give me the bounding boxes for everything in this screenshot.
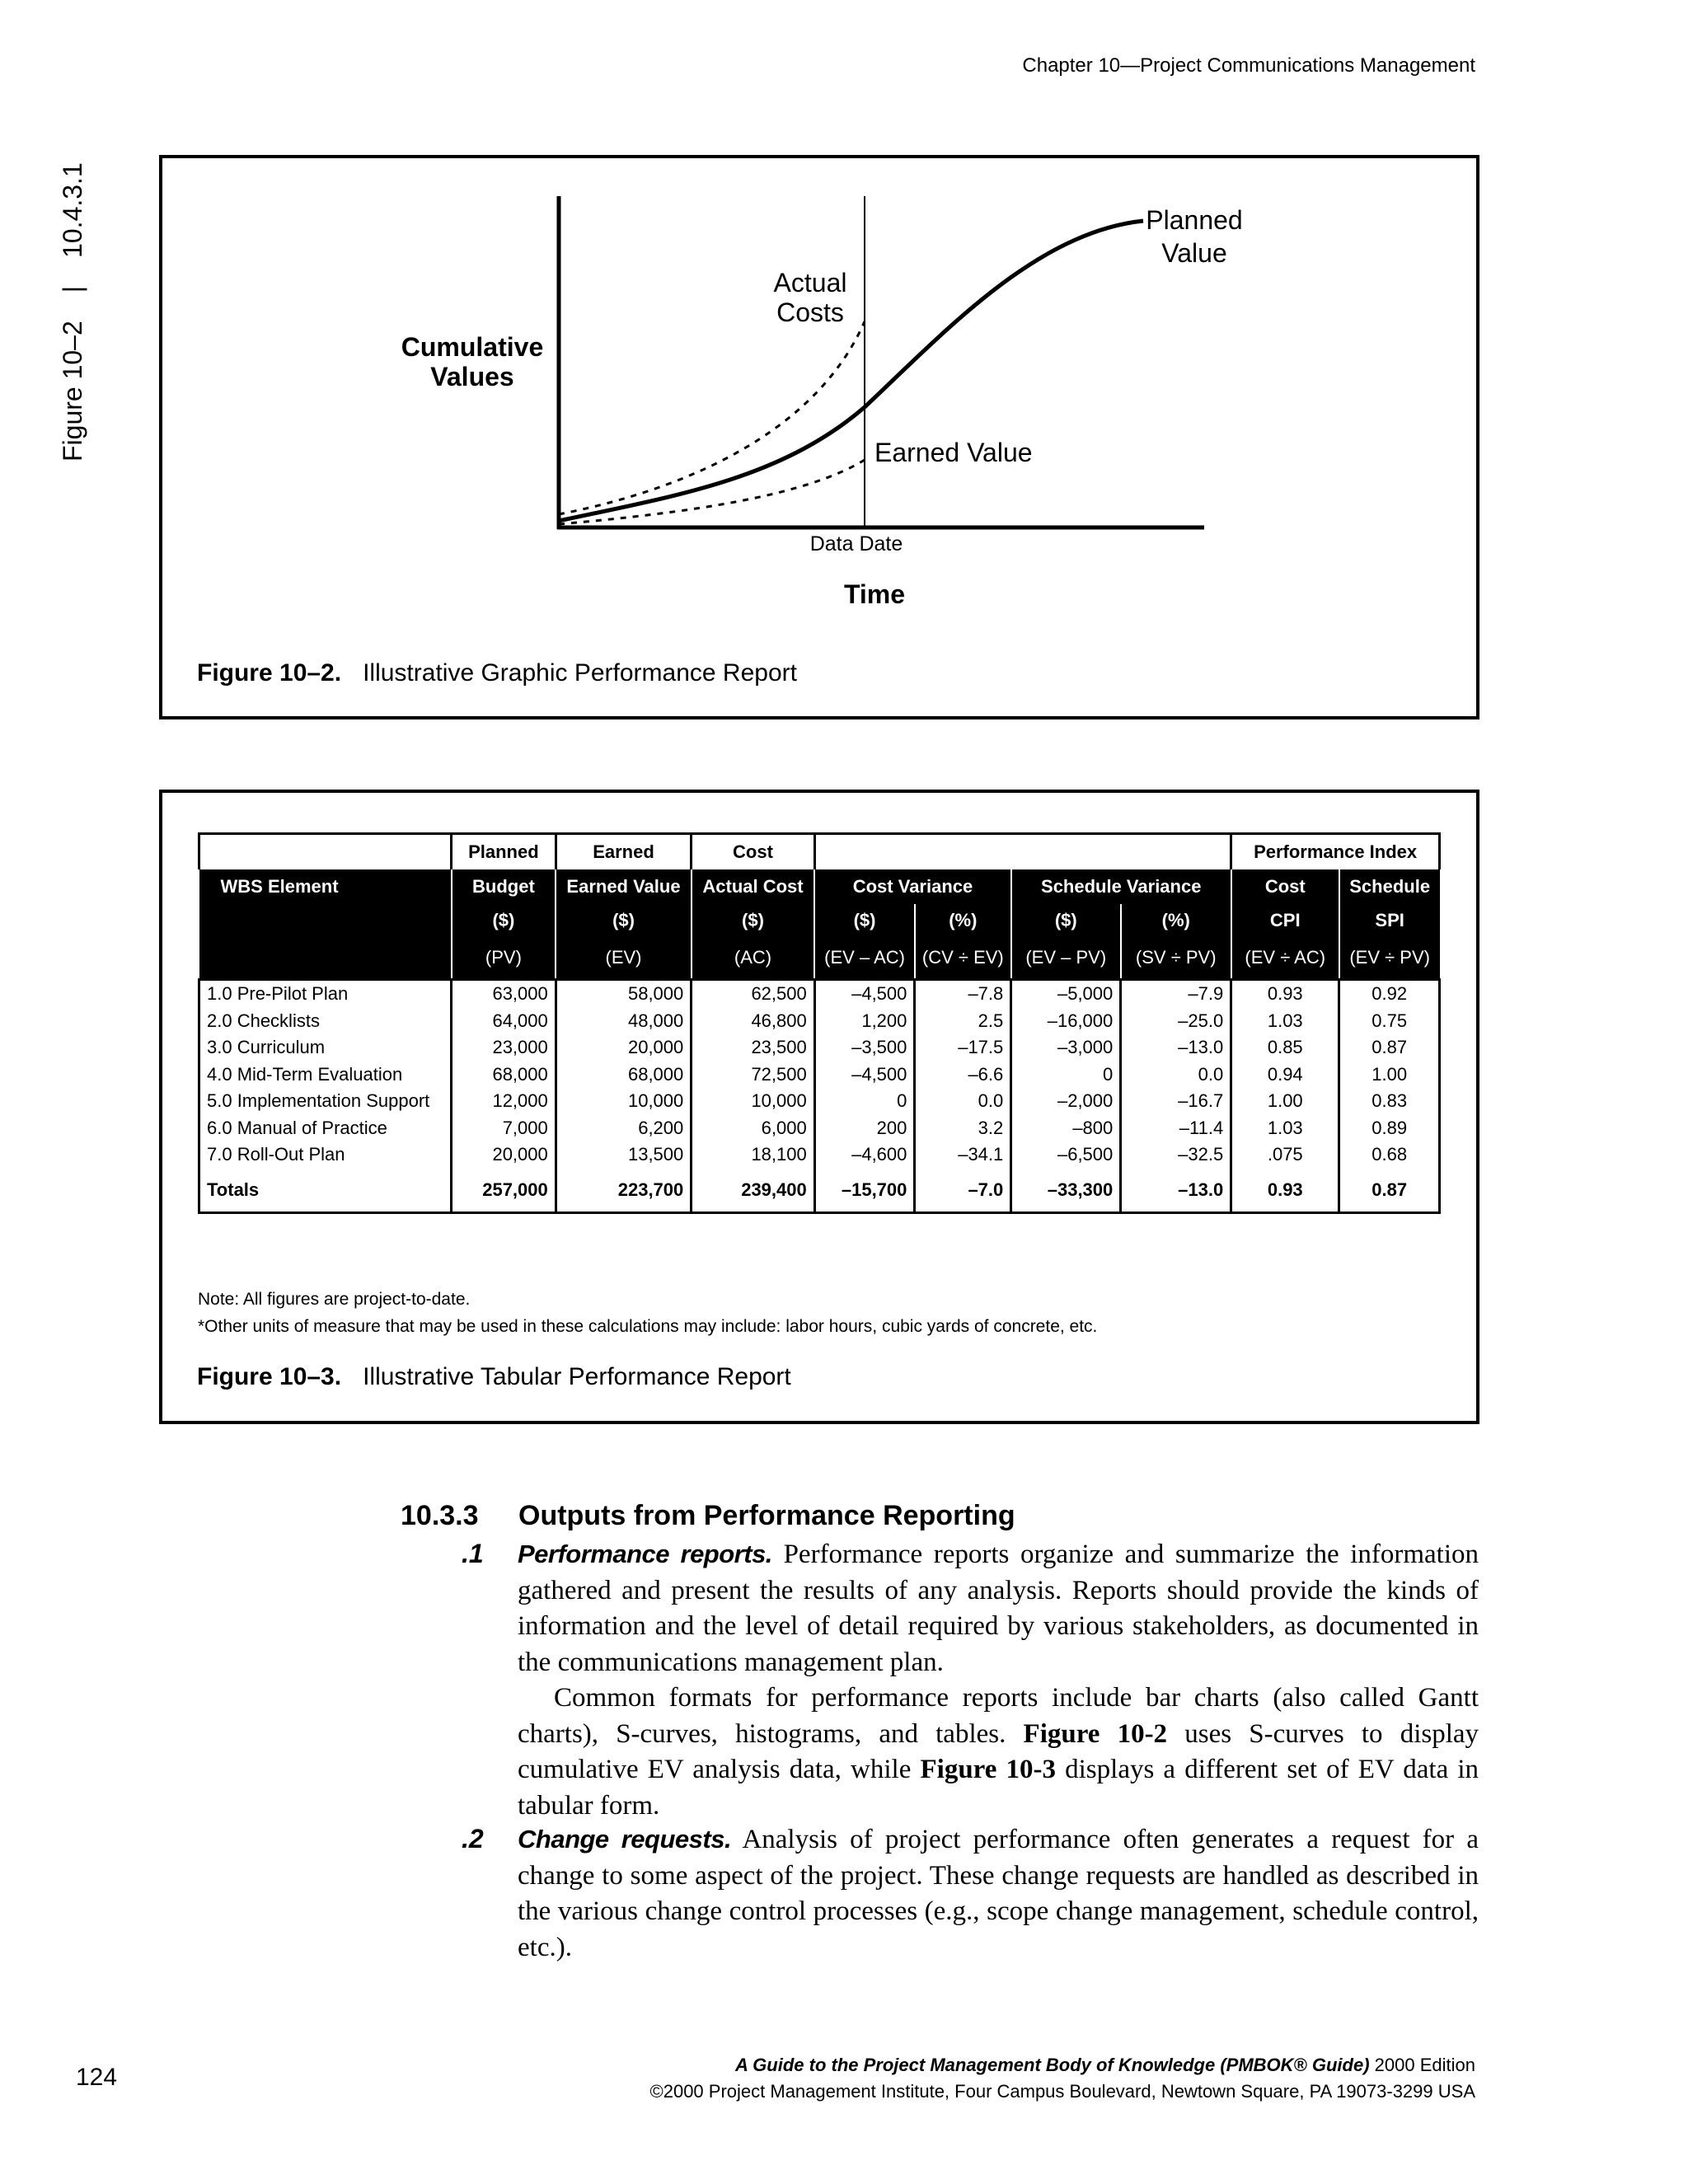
paragraph-change-requests <box>518 1821 1479 1966</box>
table-cell: 58,000 <box>556 980 692 1008</box>
section-heading <box>401 1500 1015 1532</box>
header-cpi-formula: (EV ÷ AC) <box>1231 937 1339 980</box>
table-cell: –16.7 <box>1121 1088 1231 1115</box>
table-cell: 18,100 <box>692 1141 814 1169</box>
ac-label-line2: Costs <box>776 298 844 327</box>
figure-10-3-caption <box>197 1363 791 1391</box>
table-cell: 1,200 <box>814 1008 915 1035</box>
paragraph-text: Performance reports organize and summarize the information gathered and present the results of any analysis. Reports should provide the kinds of information and the level of detail required by various stakeholders, as documented in the communications management plan. <box>518 1540 1479 1677</box>
table-cell: 46,800 <box>692 1008 814 1035</box>
header-sv-dollar-formula: (EV – PV) <box>1011 937 1121 980</box>
footer <box>650 2052 1475 2105</box>
paragraph-text: Common formats for performance reports include bar charts (also called Gantt charts), S-curves, histograms, and tables. <box>518 1683 1479 1749</box>
figure-10-2 <box>159 155 1479 719</box>
header-ac-formula: (AC) <box>692 937 814 980</box>
table-cell: 0.94 <box>1231 1062 1339 1089</box>
totals-cell: –33,300 <box>1011 1169 1121 1213</box>
data-date-label: Data Date <box>809 532 903 555</box>
table-cell: 0.0 <box>1121 1062 1231 1089</box>
table-cell: 0.0 <box>915 1088 1011 1115</box>
table-cell: 20,000 <box>556 1034 692 1062</box>
caption-text: Illustrative Graphic Performance Report <box>363 659 797 687</box>
table-cell: –800 <box>1011 1115 1121 1142</box>
table-cell: 0.93 <box>1231 980 1339 1008</box>
table-cell: –3,000 <box>1011 1034 1121 1062</box>
header-actual-cost: Actual Cost <box>692 869 814 904</box>
x-axis-label: Time <box>843 579 906 609</box>
table-cell: –5,000 <box>1011 980 1121 1008</box>
header-budget: Budget <box>452 869 556 904</box>
item-number: .1 <box>462 1539 484 1568</box>
table-cell: –2,000 <box>1011 1088 1121 1115</box>
table-cell: 0 <box>814 1088 915 1115</box>
ev-label: Earned Value <box>874 438 1033 467</box>
side-tab <box>58 134 88 462</box>
table-cell: 13,500 <box>556 1141 692 1169</box>
totals-row <box>199 1169 1440 1213</box>
table-cell: 3.2 <box>915 1115 1011 1142</box>
figure-reference: Figure 10-2 <box>1023 1718 1168 1749</box>
totals-cell: 257,000 <box>452 1169 556 1213</box>
table-cell: 20,000 <box>452 1141 556 1169</box>
planned-value-curve <box>559 221 1143 521</box>
table-cell: 23,000 <box>452 1034 556 1062</box>
table-cell: 0.75 <box>1339 1008 1440 1035</box>
header-cv-percent-formula: (CV ÷ EV) <box>915 937 1011 980</box>
totals-cell: 239,400 <box>692 1169 814 1213</box>
section-title: Outputs from Performance Reporting <box>518 1500 1015 1531</box>
table-row <box>199 1008 1440 1035</box>
totals-cell: –13.0 <box>1121 1169 1231 1213</box>
header-cv-percent: (%) <box>915 904 1011 937</box>
header-cost-variance: Cost Variance <box>814 869 1011 904</box>
table-cell: –34.1 <box>915 1141 1011 1169</box>
paragraph-performance-reports <box>518 1536 1479 1680</box>
earned-value-curve <box>559 460 865 524</box>
header-spi-formula: (EV ÷ PV) <box>1339 937 1440 980</box>
totals-cell: –7.0 <box>915 1169 1011 1213</box>
totals-cell: 223,700 <box>556 1169 692 1213</box>
header-ac-unit: ($) <box>692 904 814 937</box>
table-cell: 64,000 <box>452 1008 556 1035</box>
table-cell: –6.6 <box>915 1062 1011 1089</box>
table-row <box>199 1115 1440 1142</box>
header-planned: Planned <box>452 834 556 870</box>
table-cell: –11.4 <box>1121 1115 1231 1142</box>
header-empty <box>199 834 452 870</box>
table-cell: –16,000 <box>1011 1008 1121 1035</box>
table-cell: 12,000 <box>452 1088 556 1115</box>
table-cell: –3,500 <box>814 1034 915 1062</box>
header-variance-blank <box>814 834 1231 870</box>
table-row <box>199 1141 1440 1169</box>
table-cell: 68,000 <box>452 1062 556 1089</box>
header-budget-unit: ($) <box>452 904 556 937</box>
table-cell: 48,000 <box>556 1008 692 1035</box>
table-cell: –25.0 <box>1121 1008 1231 1035</box>
header-blank <box>199 904 452 937</box>
table-cell: 68,000 <box>556 1062 692 1089</box>
table-cell: 0.68 <box>1339 1141 1440 1169</box>
header-cv-dollar-formula: (EV – AC) <box>814 937 915 980</box>
header-earned-value: Earned Value <box>556 869 692 904</box>
header-cost: Cost <box>692 834 814 870</box>
paragraph-text: Analysis of project performance often generates a request for a change to some aspect of the project. These change requests are handled as described in the various change control processes (e.g., scope change management, schedule control, etc.). <box>518 1825 1479 1962</box>
table-cell: 23,500 <box>692 1034 814 1062</box>
wbs-element-cell: 4.0 Mid-Term Evaluation <box>199 1062 452 1089</box>
table-cell: 72,500 <box>692 1062 814 1089</box>
table-cell: –7.8 <box>915 980 1011 1008</box>
paragraph-common-formats <box>518 1680 1479 1824</box>
table-row <box>199 1088 1440 1115</box>
totals-cell: 0.93 <box>1231 1169 1339 1213</box>
ac-label-line1: Actual <box>773 268 847 298</box>
totals-cell: –15,700 <box>814 1169 915 1213</box>
table-cell: 200 <box>814 1115 915 1142</box>
table-cell: .075 <box>1231 1141 1339 1169</box>
table-cell: 1.00 <box>1339 1062 1440 1089</box>
y-axis-label-line1: Cumulative <box>401 332 544 362</box>
performance-table <box>198 832 1441 1214</box>
section-number: 10.3.3 <box>401 1500 479 1531</box>
y-axis-label-line2: Values <box>430 362 514 391</box>
table-cell: 62,500 <box>692 980 814 1008</box>
wbs-element-cell: 3.0 Curriculum <box>199 1034 452 1062</box>
header-earned: Earned <box>556 834 692 870</box>
header-ev-formula: (EV) <box>556 937 692 980</box>
totals-cell: 0.87 <box>1339 1169 1440 1213</box>
header-spi: SPI <box>1339 904 1440 937</box>
pv-label-line1: Planned <box>1146 205 1243 235</box>
table-cell: 0.85 <box>1231 1034 1339 1062</box>
caption-number: Figure 10–2. <box>197 659 342 687</box>
side-tab-separator: | <box>58 285 87 293</box>
paragraph-text: displays a different set of EV data in tabular form. <box>518 1755 1479 1821</box>
table-cell: 2.5 <box>915 1008 1011 1035</box>
table-cell: –6,500 <box>1011 1141 1121 1169</box>
table-cell: 63,000 <box>452 980 556 1008</box>
table-cell: 7,000 <box>452 1115 556 1142</box>
header-cost-index: Cost <box>1231 869 1339 904</box>
side-tab-figure: Figure 10–2 <box>58 321 87 462</box>
header-wbs-element: WBS Element <box>199 869 452 904</box>
header-schedule-variance: Schedule Variance <box>1011 869 1231 904</box>
paragraph-text: uses S-curves to display cumulative EV analysis data, while <box>518 1718 1479 1784</box>
table-row <box>199 980 1440 1008</box>
header-cpi: CPI <box>1231 904 1339 937</box>
header-ev-unit: ($) <box>556 904 692 937</box>
page-number: 124 <box>76 2064 118 2091</box>
table-footnote: *Other units of measure that may be used in these calculations may include: labor hours, cubic yards of concrete, etc. <box>198 1317 1098 1336</box>
wbs-element-cell: 1.0 Pre-Pilot Plan <box>199 980 452 1008</box>
wbs-element-cell: 6.0 Manual of Practice <box>199 1115 452 1142</box>
header-blank <box>199 937 452 980</box>
wbs-element-cell: 5.0 Implementation Support <box>199 1088 452 1115</box>
table-cell: –4,500 <box>814 980 915 1008</box>
table-cell: 6,200 <box>556 1115 692 1142</box>
footer-book-title: A Guide to the Project Management Body of Knowledge (PMBOK® Guide) <box>735 2055 1370 2075</box>
item-lead: Performance reports. <box>518 1540 772 1568</box>
table-row <box>199 1034 1440 1062</box>
figure-reference: Figure 10-3 <box>920 1755 1056 1784</box>
side-tab-section: 10.4.3.1 <box>58 162 87 258</box>
running-head: Chapter 10—Project Communications Management <box>1022 54 1475 77</box>
table-cell: –4,500 <box>814 1062 915 1089</box>
table-cell: –4,600 <box>814 1141 915 1169</box>
header-cv-dollar: ($) <box>814 904 915 937</box>
table-row <box>199 1062 1440 1089</box>
table-cell: 1.03 <box>1231 1008 1339 1035</box>
table-cell: 1.00 <box>1231 1088 1339 1115</box>
table-cell: –32.5 <box>1121 1141 1231 1169</box>
table-cell: 0.92 <box>1339 980 1440 1008</box>
caption-number: Figure 10–3. <box>197 1363 342 1390</box>
table-cell: 0.83 <box>1339 1088 1440 1115</box>
header-sv-percent-formula: (SV ÷ PV) <box>1121 937 1231 980</box>
figure-10-3 <box>159 790 1479 1424</box>
wbs-element-cell: 2.0 Checklists <box>199 1008 452 1035</box>
caption-text: Illustrative Tabular Performance Report <box>363 1363 791 1390</box>
item-lead: Change requests. <box>518 1825 732 1854</box>
table-cell: –7.9 <box>1121 980 1231 1008</box>
wbs-element-cell: 7.0 Roll-Out Plan <box>199 1141 452 1169</box>
header-sv-percent: (%) <box>1121 904 1231 937</box>
header-sv-dollar: ($) <box>1011 904 1121 937</box>
table-cell: 0.89 <box>1339 1115 1440 1142</box>
header-schedule-index: Schedule <box>1339 869 1440 904</box>
header-performance-index: Performance Index <box>1231 834 1440 870</box>
table-cell: –13.0 <box>1121 1034 1231 1062</box>
table-note: Note: All figures are project-to-date. <box>198 1290 471 1309</box>
figure-10-2-caption <box>197 659 797 687</box>
table-cell: 10,000 <box>556 1088 692 1115</box>
table-cell: 1.03 <box>1231 1115 1339 1142</box>
table-cell: 0.87 <box>1339 1034 1440 1062</box>
table-cell: 10,000 <box>692 1088 814 1115</box>
table-cell: 0 <box>1011 1062 1121 1089</box>
header-pv-formula: (PV) <box>452 937 556 980</box>
table-cell: –17.5 <box>915 1034 1011 1062</box>
footer-edition: 2000 Edition <box>1374 2055 1475 2075</box>
s-curve-diagram <box>162 158 1476 716</box>
table-cell: 6,000 <box>692 1115 814 1142</box>
item-number: .2 <box>462 1824 484 1854</box>
footer-copyright: ©2000 Project Management Institute, Four Campus Boulevard, Newtown Square, PA 19073-3299 USA <box>649 2081 1475 2102</box>
totals-label: Totals <box>199 1169 452 1213</box>
pv-label-line2: Value <box>1161 238 1227 268</box>
